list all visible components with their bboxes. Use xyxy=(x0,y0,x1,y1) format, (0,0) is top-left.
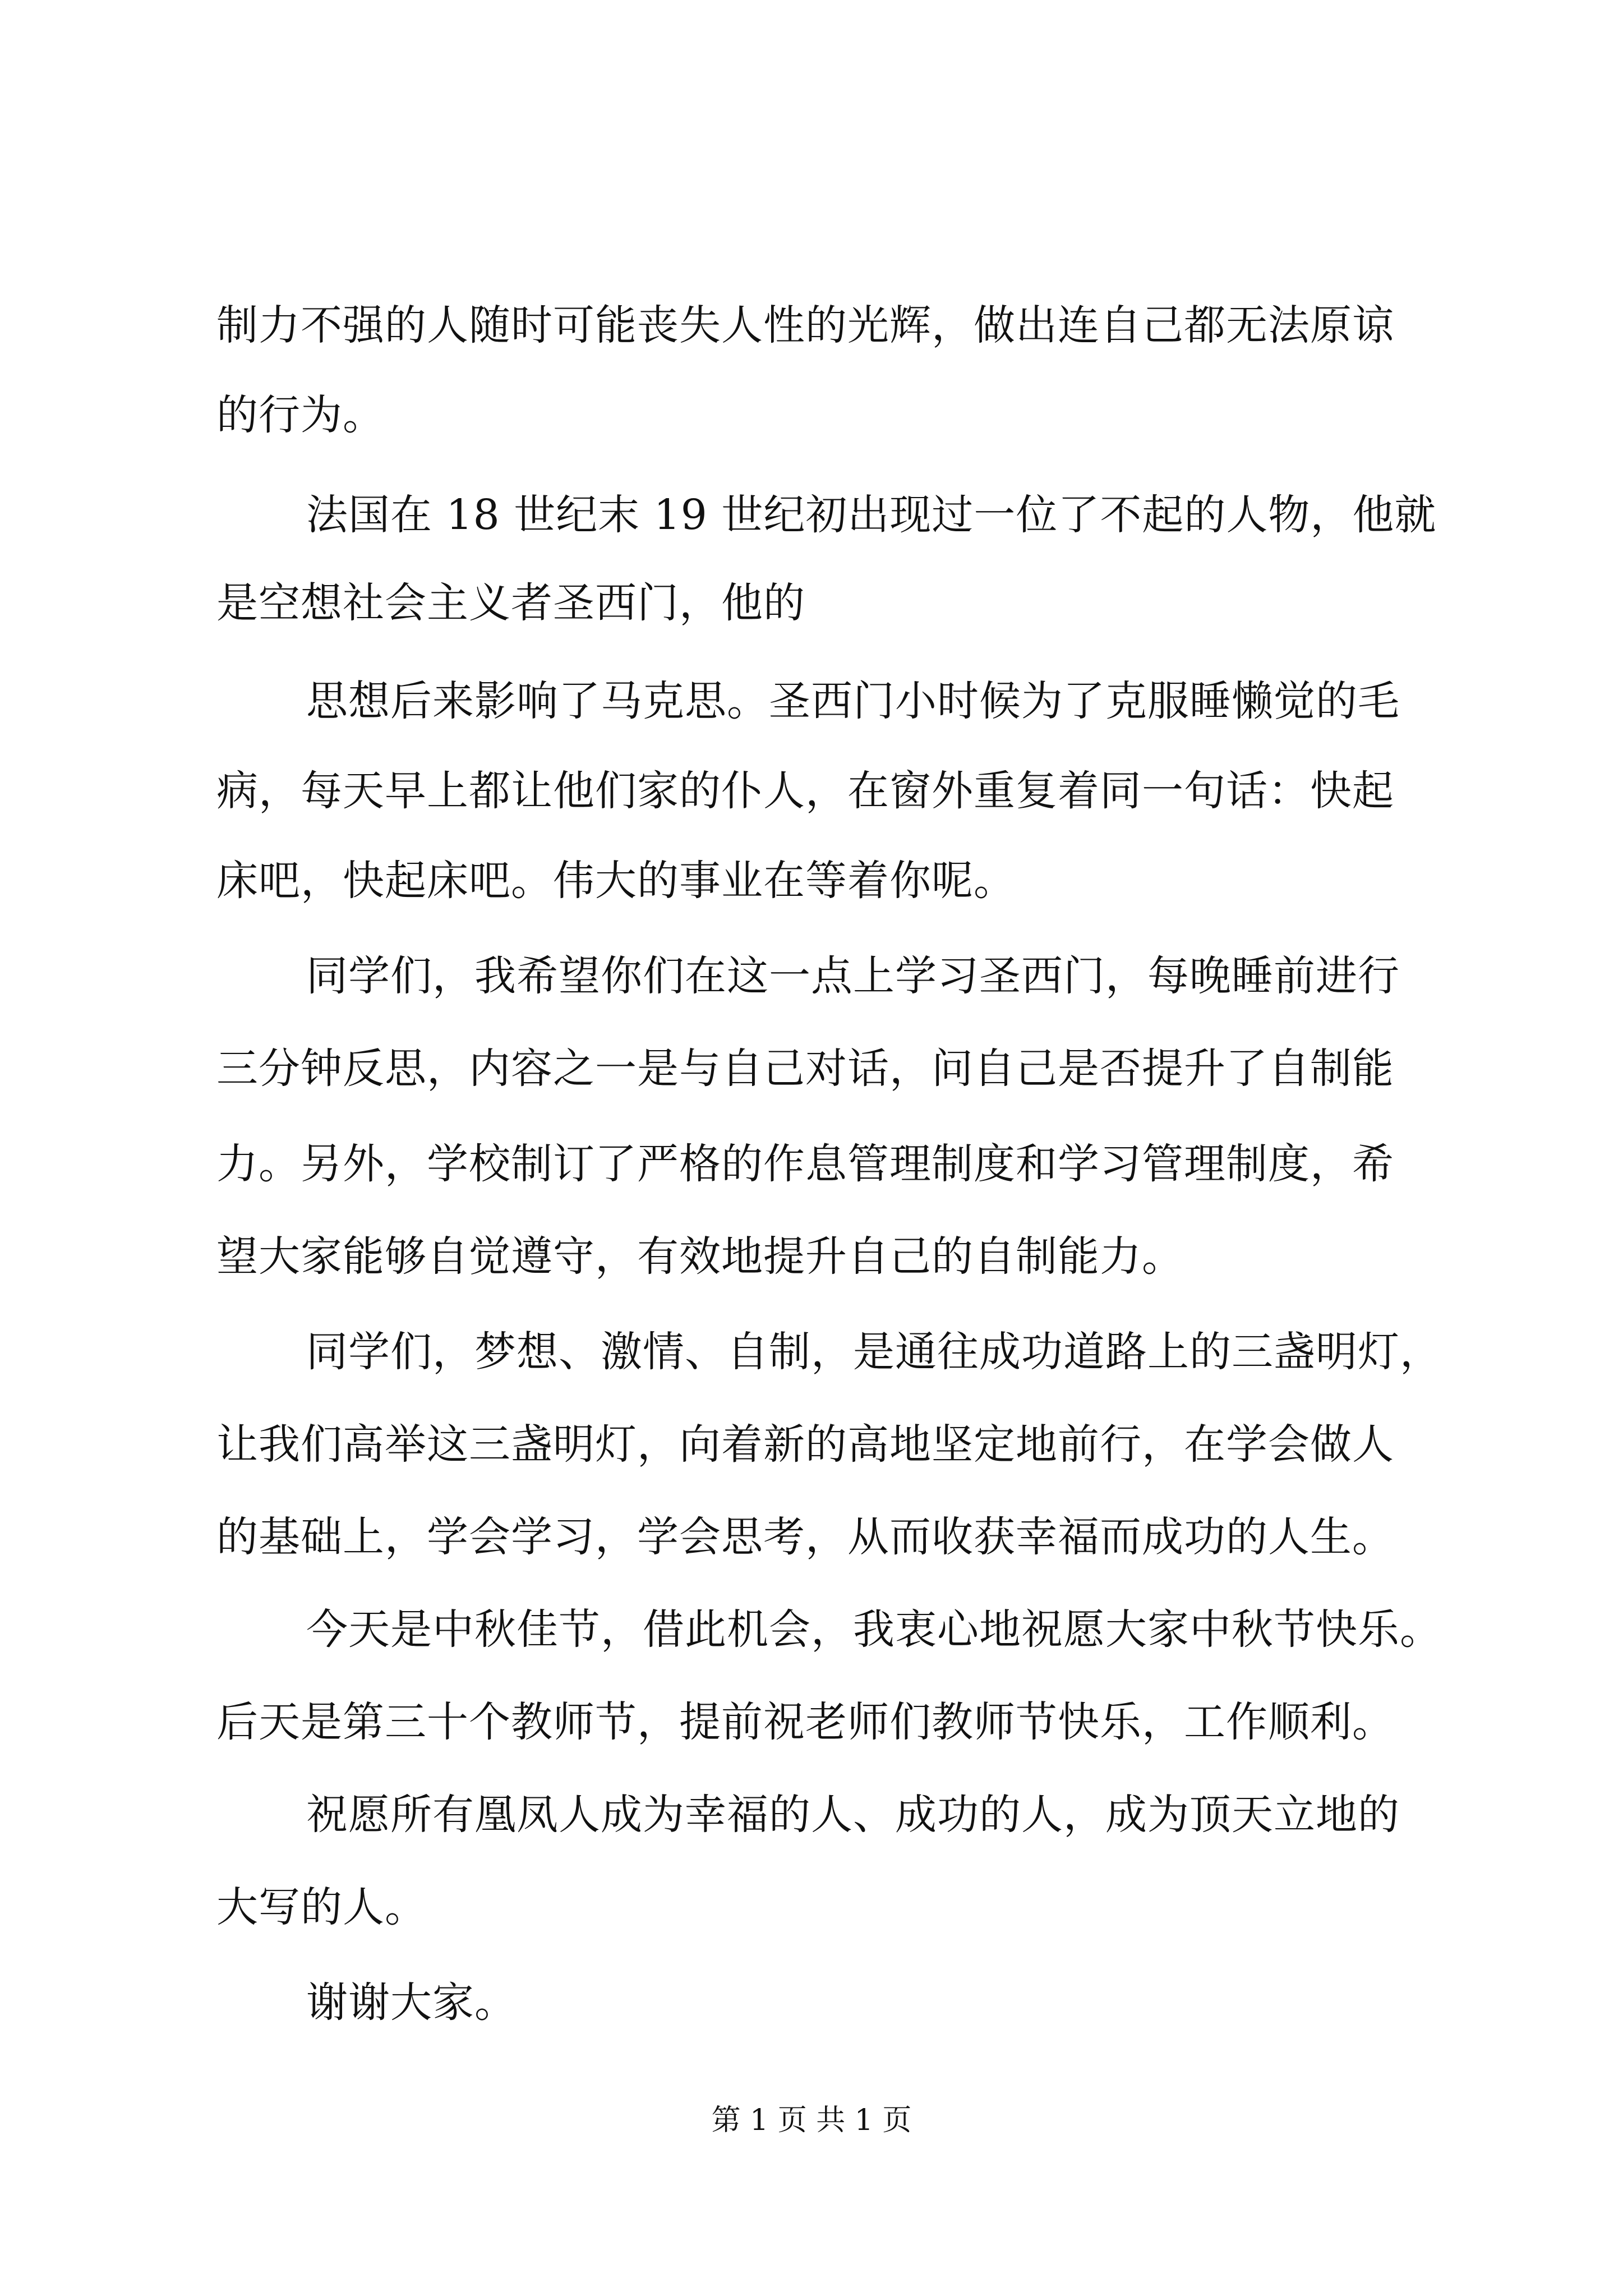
text-line: 谢谢大家。 xyxy=(306,1978,517,2027)
text-line: 三分钟反思，内容之一是与自己对话，问自己是否提升了自制能 xyxy=(216,1045,1394,1093)
text-line: 大写的人。 xyxy=(216,1883,427,1931)
text-line: 是空想社会主义者圣西门，他的 xyxy=(216,579,805,627)
text-line: 床吧，快起床吧。伟大的事业在等着你呢。 xyxy=(216,857,1016,905)
text-line: 望大家能够自觉遵守，有效地提升自己的自制能力。 xyxy=(216,1232,1184,1281)
text-line: 祝愿所有凰凤人成为幸福的人、成功的人，成为顶天立地的 xyxy=(306,1791,1400,1839)
text-line: 的基础上，学会学习，学会思考，从而收获幸福而成功的人生。 xyxy=(216,1513,1394,1561)
text-line: 的行为。 xyxy=(216,391,385,439)
text-line: 力。另外，学校制订了严格的作息管理制度和学习管理制度，希 xyxy=(216,1140,1394,1188)
text-line: 思想后来影响了马克思。圣西门小时候为了克服睡懒觉的毛 xyxy=(306,677,1400,725)
text-line: 让我们高举这三盏明灯，向着新的高地坚定地前行，在学会做人 xyxy=(216,1420,1394,1469)
text-line: 制力不强的人随时可能丧失人性的光辉，做出连自己都无法原谅 xyxy=(216,301,1394,349)
text-line: 法国在 18 世纪末 19 世纪初出现过一位了不起的人物，他就 xyxy=(306,491,1437,539)
text-line: 病，每天早上都让他们家的仆人，在窗外重复着同一句话：快起 xyxy=(216,767,1394,815)
text-line: 后天是第三十个教师节，提前祝老师们教师节快乐，工作顺利。 xyxy=(216,1698,1394,1746)
page-number-footer: 第 1 页 共 1 页 xyxy=(711,2104,912,2137)
text-line: 同学们，梦想、激情、自制，是通往成功道路上的三盏明灯， xyxy=(306,1328,1442,1376)
text-line: 同学们，我希望你们在这一点上学习圣西门，每晚睡前进行 xyxy=(306,952,1400,1000)
text-line: 今天是中秋佳节，借此机会，我衷心地祝愿大家中秋节快乐。 xyxy=(306,1605,1442,1654)
